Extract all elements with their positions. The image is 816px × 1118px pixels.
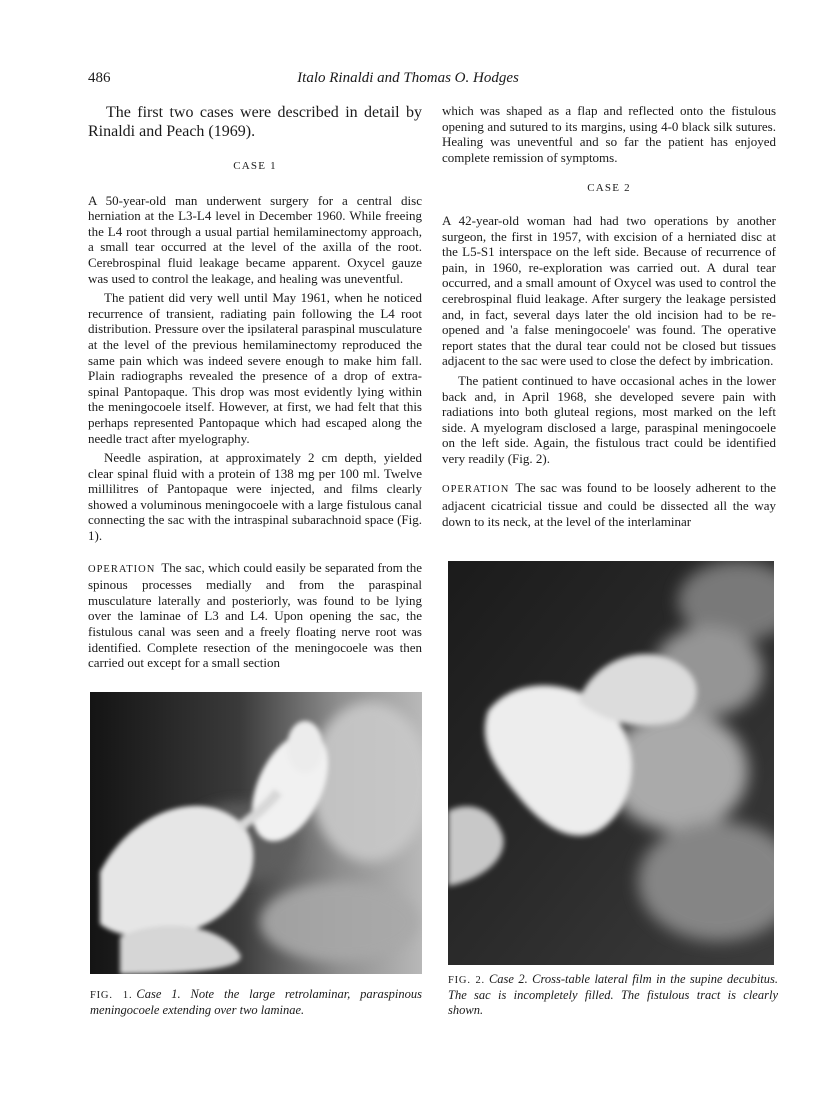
figure-1-caption [90,987,422,1018]
figure-1-caption-text: Case 1. Note the large retrolaminar, paraspinous meningocoele extending over two laminae. [90,987,422,1017]
figure-1-label: FIG. 1. [90,990,133,1001]
intro-paragraph: The first two cases were described in detail by Rinaldi and Peach (1969). [88,104,422,140]
case1-heading: CASE 1 [233,160,277,172]
figure-1-radiograph [90,692,422,974]
figure-2-caption [448,972,778,1018]
page-number: 486 [88,70,111,86]
figure-2-caption-text: Case 2. Cross-table lateral film in the supine decubitus. The sac is incompletely filled. The fistulous tract is clearly shown. [448,972,779,1017]
case2-operation-text: The sac was found to be loosely adherent to the adjacent cicatricial tissue and could be dissected all the way down to its neck, at the level of the interlaminar [442,480,776,529]
figure-1-image [90,692,422,974]
running-head: Italo Rinaldi and Thomas O. Hodges [297,70,519,86]
case2-operation-paragraph [442,480,776,529]
case1-operation-label: OPERATION [88,563,156,575]
case1-continuation: which was shaped as a flap and reflected onto the fistulous opening and sutured to its margins, using 4-0 black silk sutures. Healing was uneventful and so far the patient has enjoyed complete remission of symptoms. [442,103,776,165]
case2-operation-label: OPERATION [442,484,510,496]
figure-2-image [448,561,774,965]
left-column [88,103,422,671]
case1-paragraph-2: The patient did very well until May 1961, when he noticed recurrence of transient, radiating pain following the L4 root distribution. Pressure over the ipsilateral paraspinal musculature at the level of the previous hemilaminectomy reproduced the same pain which was indeed severe enough to make him fall. Plain radiographs revealed the presence of a drop of extra-spinal Pantopaque. This drop was most evidently lying within the meningocoele itself. However, at first, we had felt that this perhaps represented Pantopaque which had escaped along the needle tract after myelography. [88,290,422,446]
case2-heading: CASE 2 [587,182,631,195]
case1-operation-paragraph [88,560,422,671]
case2-paragraph-2: The patient continued to have occasional aches in the lower back and, in April 1968, she developed severe pain with radiations into both gluteal regions, most marked on the left side. A myelogram disclosed a large, paraspinal meningocoele on the left side. Again, the fistulous tract could be identified very readily (Fig. 2). [442,372,776,466]
case1-paragraph-3: Needle aspiration, at approximately 2 cm depth, yielded clear spinal fluid with a protein of 138 mg per 100 ml. Twelve millilitres of Pantopaque were injected, and films clearly showed a voluminous meningocoele with a large fistulous canal connecting the sac with the intraspinal subarachnoid space (Fig. 1). [88,450,422,544]
case1-operation-text: The sac, which could easily be separated from the spinous processes medially and from the paraspinal musculature laterally and posteriorly, was found to be lying over the laminae of L3 and L4. Upon opening the sac, the fistulous canal was seen and a freely floating nerve root was identified. Complete resection of the meningocoele was then carried out except for a small section [88,559,422,671]
right-column [442,103,776,529]
figure-2-radiograph [448,561,774,965]
case2-paragraph-1: A 42-year-old woman had had two operations by another surgeon, the first in 1957, with excision of a herniated disc at the L5-S1 interspace on the left side. Because of recurrence of pain, in 1960, re-exploration was carried out. A dural tear occurred, and a small amount of Oxycel was used to control the cerebrospinal fluid leakage. After surgery the leakage persisted and, in fact, several days later the old incision had to be re-opened and 'a false meningocoele' was found. The operative report states that the dural tear could not be closed but tissues adjacent to the sac were used to close the defect by imbrication. [442,212,776,369]
case1-paragraph-1: A 50-year-old man underwent surgery for a central disc herniation at the L3-L4 level in December 1960. While freeing the L4 root through a usual partial hemilaminectomy approach, a small tear occurred at the level of the axilla of the root. Cerebrospinal fluid leakage became apparent. Oxycel gauze was used to control the leakage, and healing was uneventful. [88,192,422,286]
figure-2-label: FIG. 2. [448,975,485,986]
